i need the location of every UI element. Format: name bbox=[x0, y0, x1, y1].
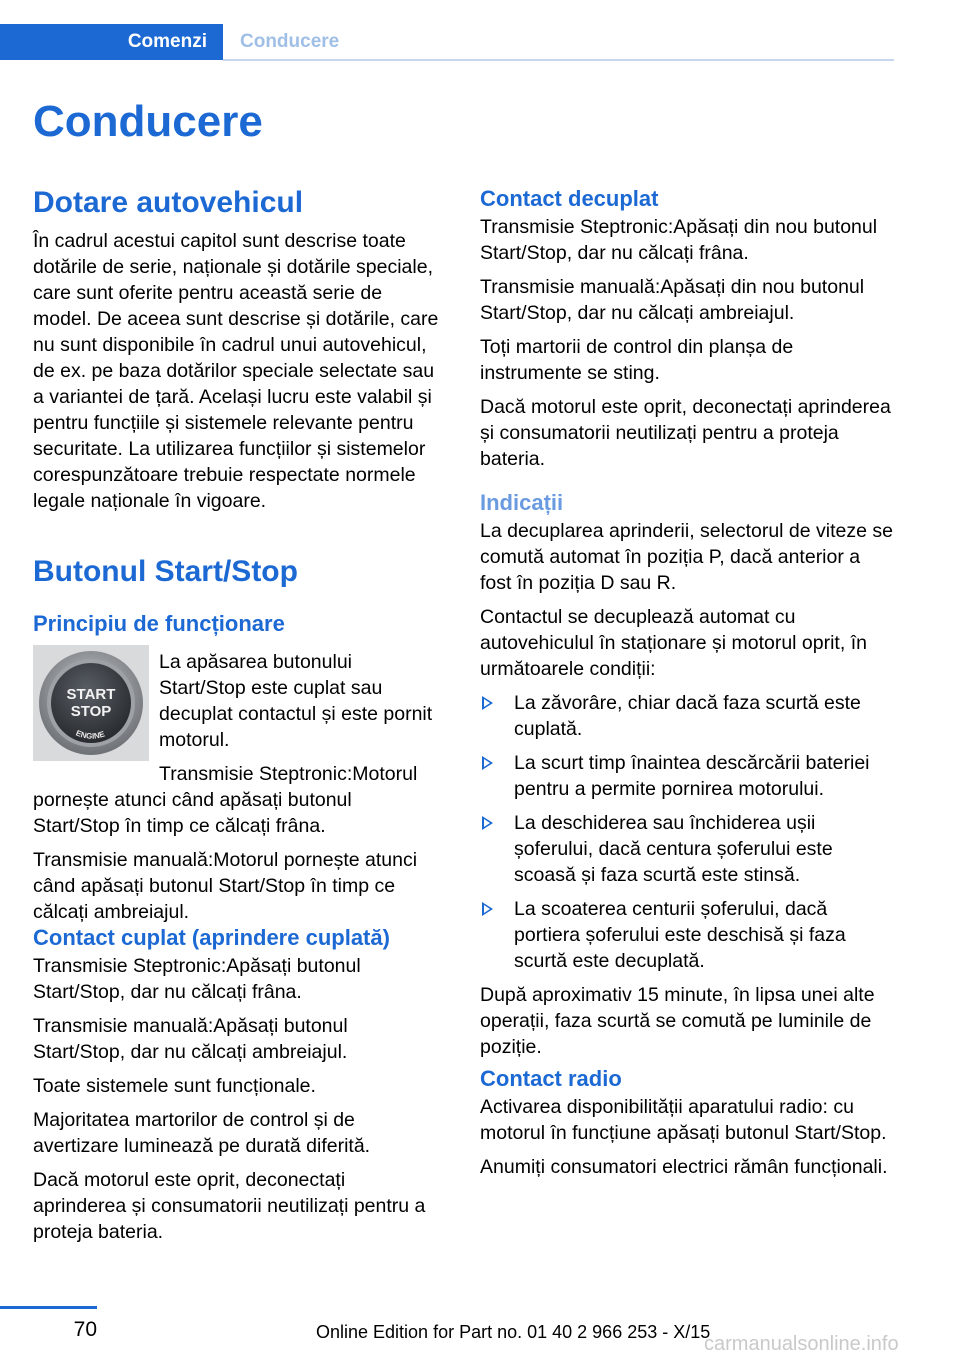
ignition-paragraph-1: Transmisie Steptronic:Apăsați butonul Start/Stop, dar nu călcați frâna. bbox=[33, 955, 361, 1003]
list-item: La zăvorâre, chiar dacă faza scurtă este cuplată. bbox=[480, 690, 895, 742]
notes-title: Indicații bbox=[480, 490, 564, 515]
tab-conducere[interactable]: Conducere bbox=[240, 31, 340, 52]
ignition-paragraph-3: Toate sistemele sunt funcționale. bbox=[33, 1075, 316, 1097]
list-item: La deschiderea sau închiderea ușii șoferului, dacă centura șoferului este scoasă și faza scurtă este stinsă. bbox=[480, 810, 895, 888]
section-title-start-stop: Butonul Start/Stop bbox=[33, 555, 298, 588]
start-stop-button-icon bbox=[36, 648, 146, 758]
button-label-stop: STOP bbox=[70, 703, 112, 720]
radio-paragraph-1: Activarea disponibilității aparatului radio: cu motorul în funcțiune apăsați butonul Start/Stop. bbox=[480, 1096, 887, 1144]
section-ignition-on bbox=[33, 923, 441, 1253]
ignition-title: Contact cuplat (aprindere cuplată) bbox=[33, 925, 390, 950]
off-paragraph-2: Transmisie manuală:Apăsați din nou butonul Start/Stop, dar nu călcați ambreiajul. bbox=[480, 276, 865, 324]
chapter-title: Conducere bbox=[33, 97, 263, 146]
tab-underline bbox=[223, 59, 894, 61]
footer-rule bbox=[0, 1306, 97, 1309]
ignition-paragraph-2: Transmisie manuală:Apăsați butonul Start/Stop, dar nu călcați ambreiajul. bbox=[33, 1015, 348, 1063]
triangle-bullet-icon bbox=[482, 902, 493, 916]
section-start-stop bbox=[33, 553, 441, 933]
button-label-start: START bbox=[66, 686, 116, 703]
ignition-paragraph-5: Dacă motorul este oprit, deconectați aprinderea și consumatorii neutilizați pentru a proteja bateria. bbox=[33, 1169, 426, 1243]
dotare-paragraph: În cadrul acestui capitol sunt descrise toate dotările de serie, naționale și dotările speciale, care sunt oferite pentru această serie de model. De aceea sunt descrise și dotările, care nu sunt disponibile în cadrul unui autovehicul, de ex. pe baza dotărilor speciale selectate sau a variantei de țară. Același lucru este valabil și pentru funcțiile și sistemele relevante pentru securitate. La utilizarea funcțiilor și sistemelor corespunzătoare trebuie respectate normele legale naționale în vigoare. bbox=[33, 230, 439, 512]
list-item: La scurt timp înaintea descărcării bateriei pentru a permite pornirea motorului. bbox=[480, 750, 895, 802]
watermark: carmanualsonline.info bbox=[704, 1333, 899, 1355]
triangle-bullet-icon bbox=[482, 756, 493, 770]
list-item: La scoaterea centurii șoferului, dacă portiera șoferului este deschisă și faza scurtă este decuplată. bbox=[480, 896, 895, 974]
off-paragraph-1: Transmisie Steptronic:Apăsați din nou butonul Start/Stop, dar nu călcați frâna. bbox=[480, 216, 878, 264]
off-title: Contact decuplat bbox=[480, 186, 659, 211]
section-dotare bbox=[33, 184, 441, 522]
radio-paragraph-2: Anumiți consumatori electrici rămân funcționali. bbox=[480, 1156, 888, 1178]
edition-text: Online Edition for Part no. 01 40 2 966 253 - X/15 bbox=[316, 1322, 711, 1342]
off-paragraph-3: Toți martorii de control din planșa de instrumente se sting. bbox=[480, 336, 794, 384]
notes-paragraph-3: După aproximativ 15 minute, în lipsa unei alte operații, faza scurtă se comută pe luminile de poziție. bbox=[480, 984, 875, 1058]
notes-paragraph-2: Contactul se decuplează automat cu autovehiculul în staționare și motorul oprit, în următoarele condiții: bbox=[480, 606, 867, 680]
section-radio bbox=[480, 1064, 895, 1188]
button-ring-engine: ENGINE bbox=[74, 728, 106, 741]
triangle-bullet-icon bbox=[482, 696, 493, 710]
principle-paragraph-2: Transmisie Steptronic:Motorul pornește atunci când apăsați butonul Start/Stop în timp ce călcați frâna. bbox=[33, 763, 418, 837]
section-title-dotare: Dotare autovehicul bbox=[33, 186, 304, 219]
ignition-paragraph-4: Majoritatea martorilor de control și de avertizare luminează pe durată diferită. bbox=[33, 1109, 371, 1157]
page-number: 70 bbox=[73, 1318, 97, 1341]
radio-title: Contact radio bbox=[480, 1066, 622, 1091]
off-paragraph-4: Dacă motorul este oprit, deconectați aprinderea și consumatorii neutilizați pentru a proteja bateria. bbox=[480, 396, 891, 470]
header-tabs bbox=[0, 24, 894, 62]
tab-comenzi[interactable]: Comenzi bbox=[0, 24, 223, 60]
section-notes bbox=[480, 488, 895, 1068]
start-stop-button-image bbox=[33, 645, 149, 761]
principle-title: Principiu de funcționare bbox=[33, 611, 285, 636]
notes-paragraph-1: La decuplarea aprinderii, selectorul de viteze se comută automat în poziția P, dacă anterior a fost în poziția D sau R. bbox=[480, 520, 893, 594]
principle-paragraph-1: La apăsarea butonului Start/Stop este cuplat sau decuplat contactul și este pornit motorul. bbox=[159, 651, 433, 751]
triangle-bullet-icon bbox=[482, 816, 493, 830]
notes-bullet-list bbox=[480, 690, 895, 974]
principle-paragraph-3: Transmisie manuală:Motorul pornește atunci când apăsați butonul Start/Stop în timp ce călcați ambreiajul. bbox=[33, 849, 418, 923]
section-ignition-off bbox=[480, 184, 895, 480]
